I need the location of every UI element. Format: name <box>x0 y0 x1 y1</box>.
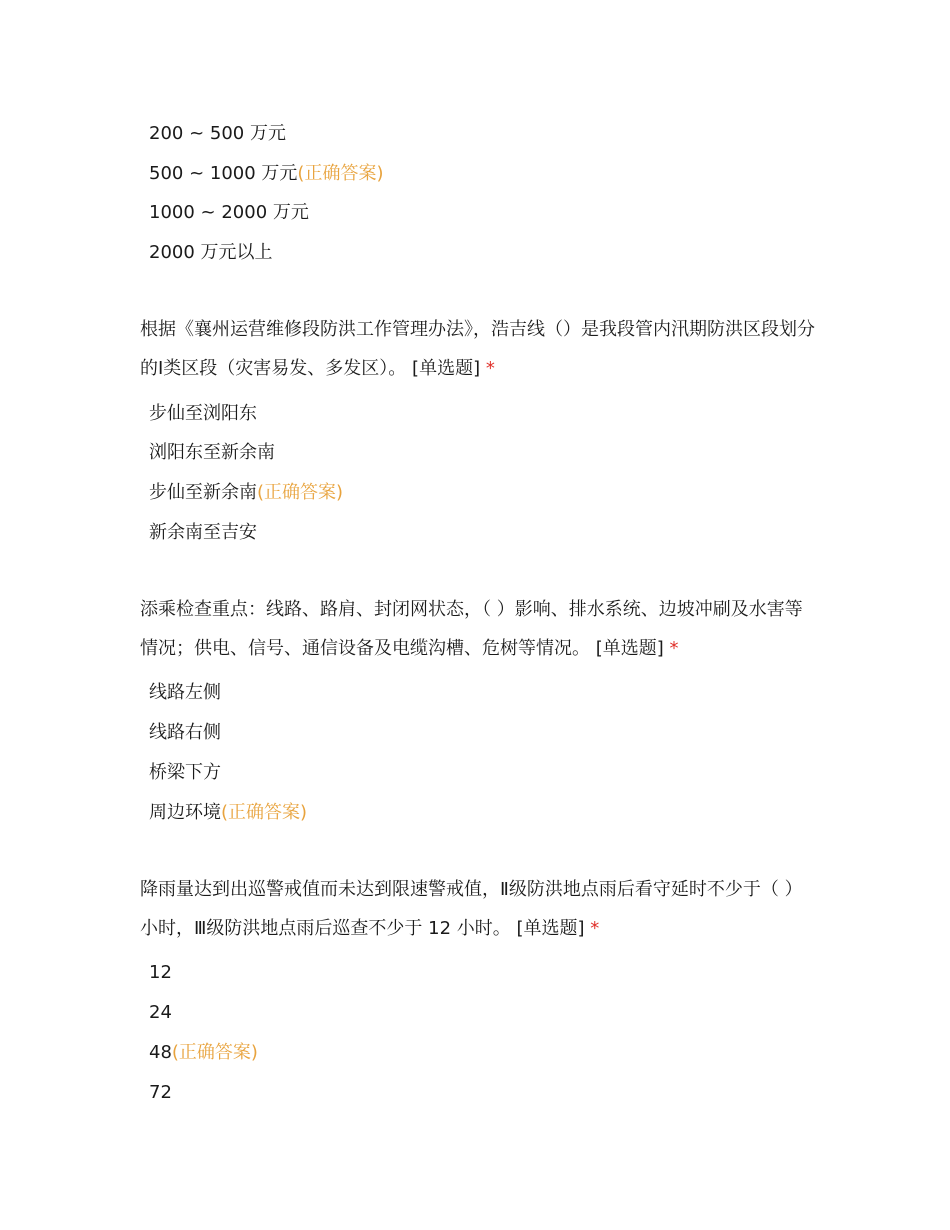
option <box>149 721 221 745</box>
option-text: 周边环境 <box>149 802 221 823</box>
option <box>149 1041 258 1065</box>
option-text: 2000 万元以上 <box>149 242 273 263</box>
option-text: 48 <box>149 1042 172 1063</box>
correct-answer-tag: (正确答案) <box>297 163 384 184</box>
option <box>149 761 221 785</box>
option-text: 新余南至吉安 <box>149 522 257 543</box>
question-type: [单选题] <box>412 358 481 379</box>
required-marker: * <box>485 358 495 379</box>
option-text: 浏阳东至新余南 <box>149 442 275 463</box>
option-text: 步仙至浏阳东 <box>149 403 257 424</box>
option <box>149 521 257 545</box>
option <box>149 961 172 985</box>
required-marker: * <box>590 918 600 939</box>
option <box>149 441 275 465</box>
required-marker: * <box>669 638 679 659</box>
option-text: 500 ~ 1000 万元 <box>149 163 298 184</box>
option <box>149 241 273 265</box>
question-body: 添乘检查重点：线路、路肩、封闭网状态，（ ）影响、排水系统、边坡冲刷及水害等情况；供电、信号、通信设备及电缆沟槽、危树等情况。 <box>140 599 803 659</box>
option-text: 线路右侧 <box>149 722 221 743</box>
option <box>149 201 309 225</box>
question-text <box>140 310 820 388</box>
option <box>149 162 383 186</box>
option <box>149 402 257 426</box>
option <box>149 122 286 146</box>
option <box>149 681 221 705</box>
option-text: 24 <box>149 1002 172 1023</box>
option-text: 桥梁下方 <box>149 762 221 783</box>
question-type: [单选题] <box>595 638 664 659</box>
correct-answer-tag: (正确答案) <box>221 802 308 823</box>
option-text: 线路左侧 <box>149 682 221 703</box>
question-text <box>140 870 820 948</box>
question-type: [单选题] <box>516 918 585 939</box>
option <box>149 1001 172 1025</box>
option <box>149 1081 172 1105</box>
question-body: 降雨量达到出巡警戒值而未达到限速警戒值，Ⅱ级防洪地点雨后看守延时不少于（ ）小时，Ⅲ级防洪地点雨后巡查不少于 12 小时。 <box>140 879 803 939</box>
option-text: 步仙至新余南 <box>149 482 257 503</box>
correct-answer-tag: (正确答案) <box>171 1042 258 1063</box>
option <box>149 481 343 505</box>
option-text: 200 ~ 500 万元 <box>149 123 286 144</box>
question-text <box>140 590 820 668</box>
option-text: 72 <box>149 1082 172 1103</box>
question-body: 根据《襄州运营维修段防洪工作管理办法》，浩吉线（）是我段管内汛期防洪区段划分的Ⅰ类区段（灾害易发、多发区）。 <box>140 319 815 379</box>
option <box>149 801 307 825</box>
option-text: 1000 ~ 2000 万元 <box>149 202 309 223</box>
option-text: 12 <box>149 962 172 983</box>
correct-answer-tag: (正确答案) <box>257 482 344 503</box>
